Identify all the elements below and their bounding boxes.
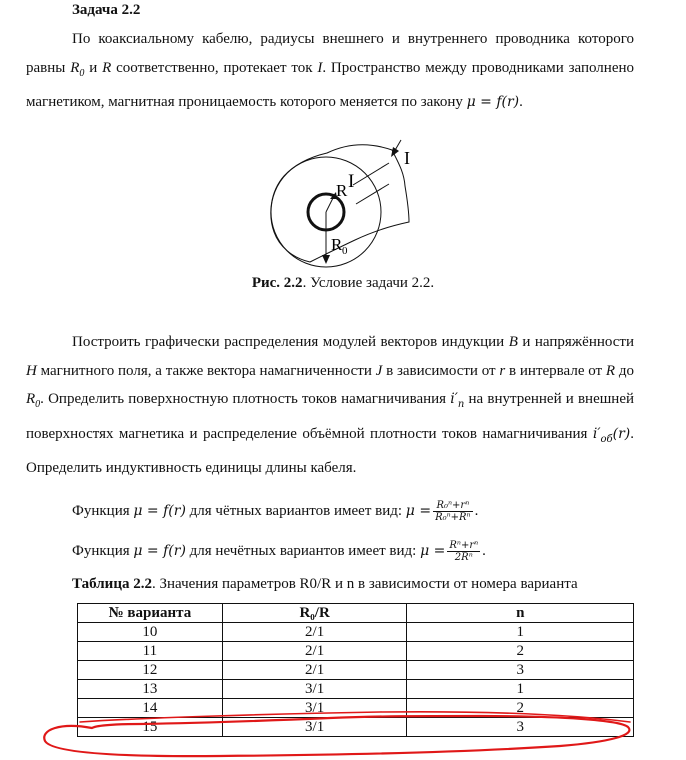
intro-text-1: По коаксиальному кабелю, радиусы внешнего и внутреннего проводника которого равны	[26, 31, 634, 76]
header-ratio: R₀/R	[222, 604, 407, 623]
task-j: J	[375, 362, 383, 379]
function-odd-mid: для нечётных вариантов имеет вид:	[185, 542, 421, 559]
function-even-end: .	[474, 502, 479, 519]
intro-text-3: соответственно, протекает ток	[111, 59, 318, 76]
table-row	[78, 642, 634, 661]
figure-caption-text: . Условие задачи 2.2.	[302, 275, 435, 291]
task-surface-current	[450, 391, 465, 410]
intro-r0-letter: R	[70, 59, 80, 76]
task-text-4: в зависимости от	[382, 362, 500, 379]
function-even-numerator: R₀ⁿ+rⁿ	[433, 500, 473, 512]
table-row	[78, 623, 634, 642]
task-volume-current-symbol: i′	[592, 425, 601, 442]
cell-n: 1	[407, 623, 634, 642]
figure-caption	[0, 275, 686, 292]
task-text-2: и напряжённости	[517, 334, 634, 350]
task-volume-current-sub: об	[600, 433, 613, 445]
table-caption-text: . Значения параметров R0/R и n в зависимости от номера варианта	[151, 576, 578, 592]
intro-r: R	[102, 59, 112, 76]
header-variant: № варианта	[78, 604, 223, 623]
table-caption-number: Таблица 2.2	[72, 576, 152, 592]
figure-caption-number: Рис. 2.2	[251, 275, 303, 291]
function-odd-prefix: Функция	[72, 542, 134, 559]
function-odd-law: μ = f(r)	[133, 542, 186, 559]
cell-n: 3	[407, 718, 634, 737]
label-radius-r0: R	[331, 235, 343, 254]
cell-variant: 10	[78, 623, 223, 642]
cell-variant: 15	[78, 718, 223, 737]
function-odd-numerator: Rⁿ+rⁿ	[449, 540, 479, 551]
label-radius-r0-sub: 0	[342, 245, 348, 257]
function-even-fraction	[433, 500, 473, 523]
intro-r0-sub: 0	[79, 67, 85, 79]
label-radius-r: R	[336, 181, 348, 200]
intro-text-2: и	[84, 59, 103, 76]
cell-n: 3	[407, 661, 634, 680]
task-b: B	[508, 334, 518, 350]
radius-r0-arrowhead	[322, 255, 330, 264]
intro-text-4: . Пространство между проводниками заполнено магнетиком, магнитная проницаемость которого меняется по закону	[26, 59, 635, 111]
task-r0-sub: 0	[35, 399, 41, 411]
cell-n: 1	[407, 680, 634, 699]
table-caption	[72, 576, 578, 593]
current-direction-line-1	[353, 163, 389, 185]
cell-ratio: 3/1	[222, 718, 407, 737]
cell-ratio: 2/1	[222, 642, 407, 661]
cell-n: 2	[407, 642, 634, 661]
variants-table	[77, 603, 634, 737]
function-even-mid: для чётных вариантов имеет вид:	[185, 502, 406, 519]
task-text-6: до	[615, 362, 634, 379]
label-current-outer: I	[404, 148, 410, 168]
cell-n: 2	[407, 699, 634, 718]
task-volume-current	[592, 425, 631, 445]
function-odd-fraction	[447, 540, 480, 563]
function-even-mu: μ =	[405, 502, 432, 519]
table-header-row	[78, 604, 634, 623]
intro-current: I	[317, 59, 323, 76]
function-even-denominator: R₀ⁿ+Rⁿ	[435, 512, 471, 523]
task-r: r	[499, 362, 506, 379]
task-surface-current-symbol: i′	[450, 391, 458, 408]
task-text-5: в интервале от	[505, 362, 606, 379]
cell-ratio: 3/1	[222, 680, 407, 699]
task-text-3: магнитного поля, а также вектора намагниченности	[36, 362, 376, 379]
task-text-7: . Определить поверхностную плотность токов намагничивания	[40, 391, 451, 408]
task-volume-current-arg: (r)	[612, 425, 631, 442]
intro-text-5: .	[519, 94, 523, 111]
cell-ratio: 2/1	[222, 623, 407, 642]
cell-variant: 14	[78, 699, 223, 718]
cell-variant: 11	[78, 642, 223, 661]
label-current-inner: I	[348, 171, 355, 192]
intro-law: μ = f(r)	[466, 94, 520, 111]
cell-ratio: 3/1	[222, 699, 407, 718]
task-r0	[26, 391, 41, 411]
cell-variant: 12	[78, 661, 223, 680]
task-rr: R	[605, 362, 616, 379]
task-h: H	[26, 362, 37, 379]
task-text-8: на внутренней и внешней поверхностях магнетика и распределение объёмной плотности токов намагничивания	[26, 391, 634, 442]
function-odd-end: .	[482, 542, 486, 559]
header-n: n	[407, 604, 634, 623]
function-odd-line	[72, 540, 486, 563]
table-row	[78, 680, 634, 699]
task-surface-current-sub: п	[457, 398, 465, 410]
function-even-law: μ = f(r)	[133, 502, 186, 519]
task-title: Задача 2.2	[72, 2, 141, 18]
table-row	[78, 699, 634, 718]
table-row-highlighted	[78, 718, 634, 737]
function-even-prefix: Функция	[72, 502, 134, 519]
function-odd-mu: μ =	[420, 542, 446, 559]
coaxial-cable-figure	[0, 0, 686, 320]
task-paragraph	[26, 328, 634, 483]
task-text-1: Построить графически распределения модулей векторов индукции	[72, 334, 509, 350]
cell-ratio: 2/1	[222, 661, 407, 680]
function-even-line	[72, 500, 478, 523]
current-direction-line-2	[356, 184, 389, 204]
cell-variant: 13	[78, 680, 223, 699]
function-odd-denominator: 2Rⁿ	[454, 552, 473, 563]
task-text-9: . Определить индуктивность единицы длины кабеля.	[26, 425, 634, 477]
task-r0-letter: R	[26, 391, 36, 408]
table-row	[78, 661, 634, 680]
